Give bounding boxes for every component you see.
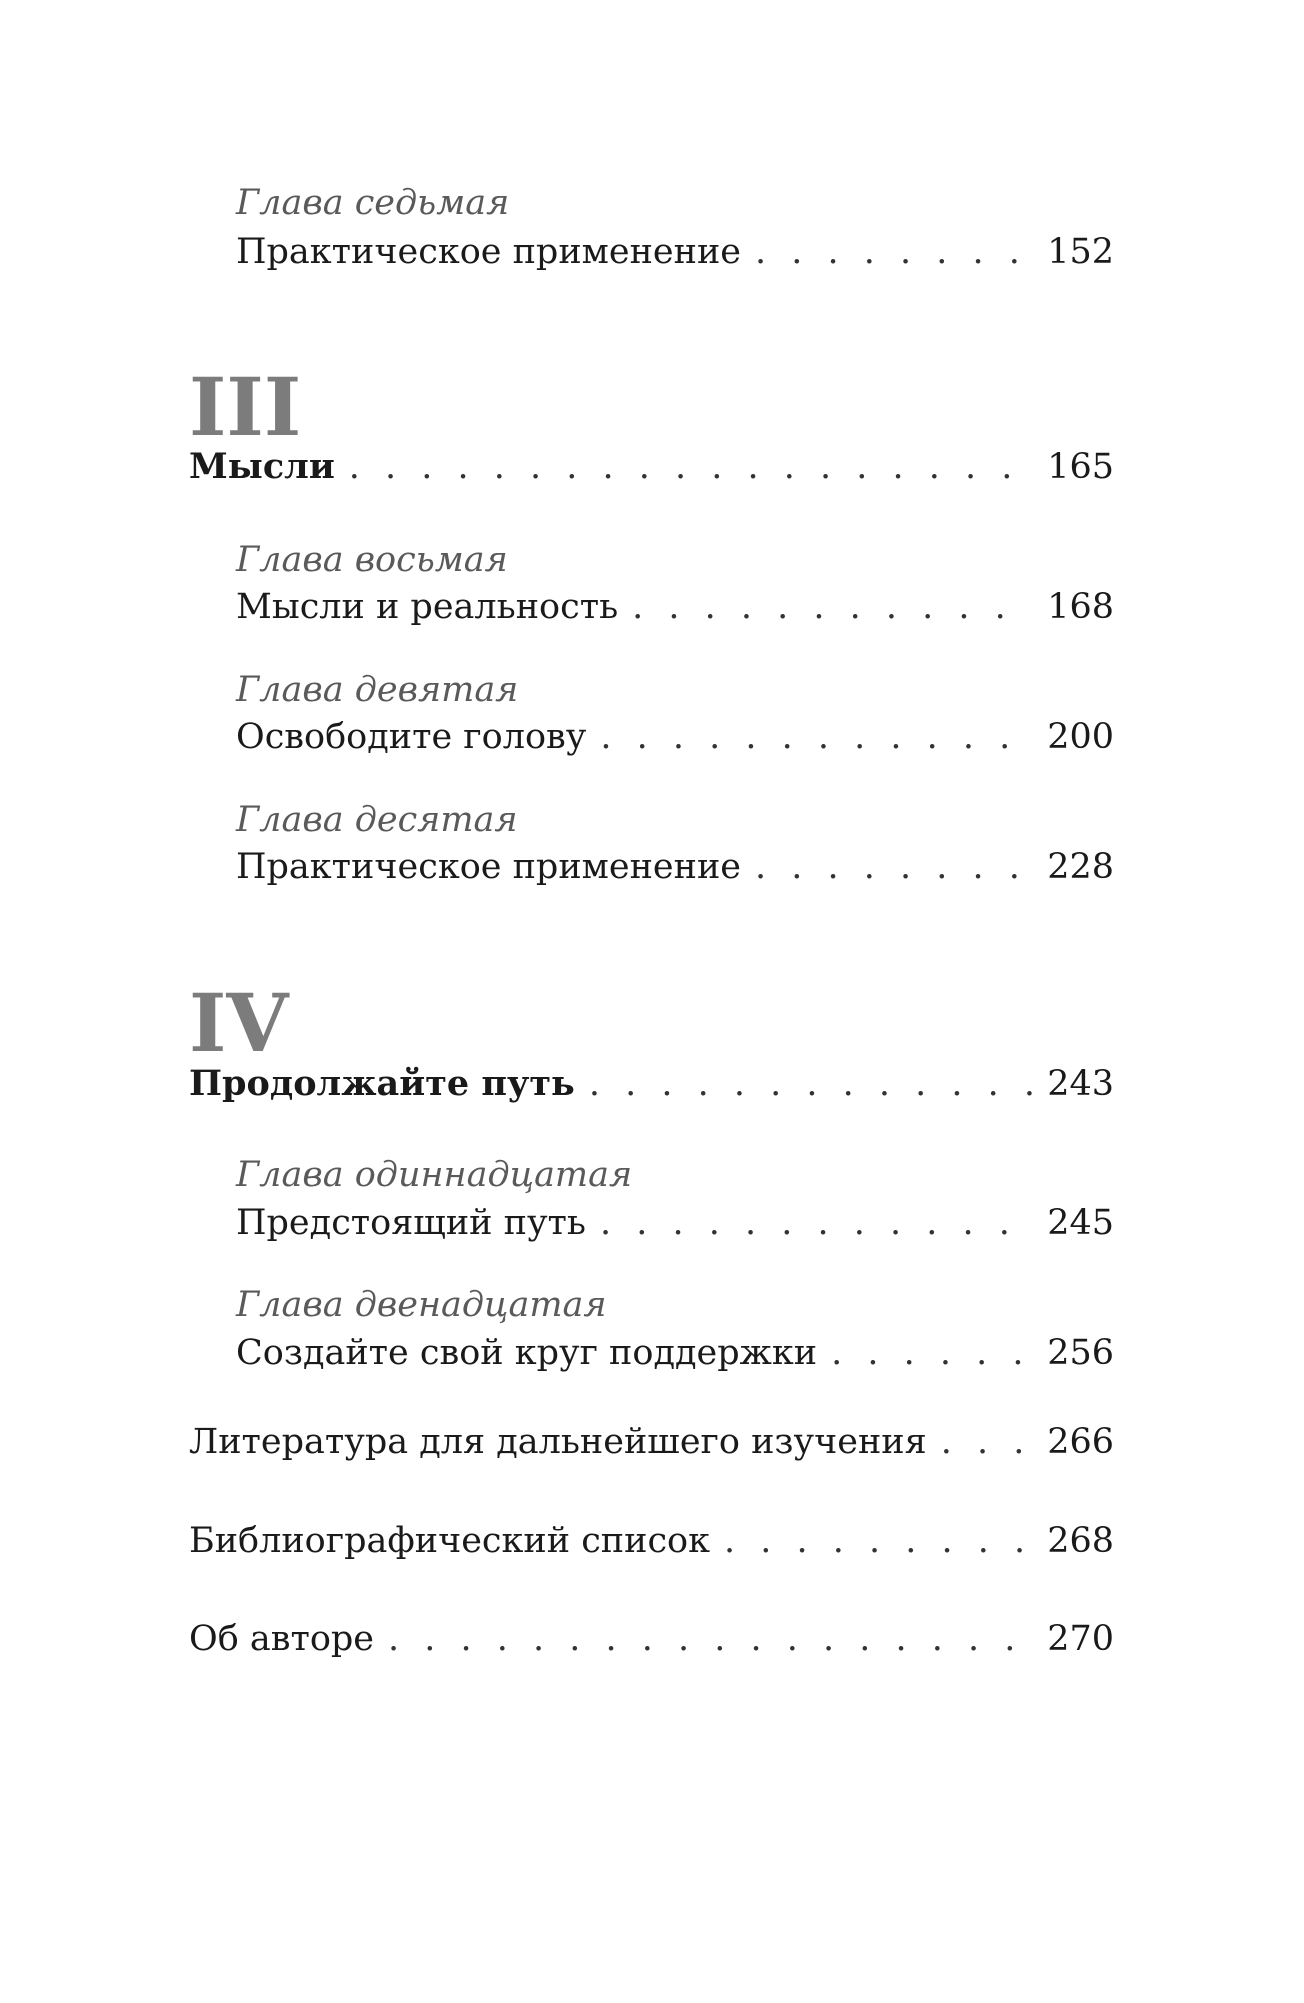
part-3-numeral: III <box>189 360 302 454</box>
toc-entry-chapter-12[interactable] <box>236 1331 1114 1375</box>
toc-page-number: 152 <box>1047 232 1114 272</box>
toc-entry-chapter-9[interactable] <box>236 715 1114 759</box>
toc-entry-title: Предстоящий путь <box>236 1203 586 1243</box>
toc-entry-title: Практическое применение <box>236 847 742 887</box>
toc-page-number: 256 <box>1047 1333 1114 1373</box>
toc-entry-title: Продолжайте путь <box>189 1063 575 1104</box>
chapter-9-label: Глава девятая <box>236 670 519 710</box>
dot-leader <box>632 585 1033 629</box>
dot-leader <box>589 1062 1033 1106</box>
chapter-11-label: Глава одиннадцатая <box>236 1155 633 1195</box>
toc-entry-title: Об авторе <box>189 1619 375 1659</box>
chapter-12-label: Глава двенадцатая <box>236 1285 607 1325</box>
chapter-7-label: Глава седьмая <box>236 183 510 223</box>
toc-entry-part-3[interactable] <box>189 445 1114 489</box>
toc-entry-title: Практическое применение <box>236 232 742 272</box>
toc-entry-title: Создайте свой круг поддержки <box>236 1333 818 1373</box>
toc-entry-chapter-10[interactable] <box>236 845 1114 889</box>
dot-leader <box>831 1331 1033 1375</box>
toc-page-number: 245 <box>1047 1203 1114 1243</box>
toc-entry-chapter-11[interactable] <box>236 1201 1114 1245</box>
toc-entry-title: Библиографический список <box>189 1521 711 1561</box>
toc-page-number: 200 <box>1047 717 1114 757</box>
dot-leader <box>349 445 1033 489</box>
toc-page-number: 270 <box>1047 1619 1114 1659</box>
toc-page-number: 228 <box>1047 847 1114 887</box>
toc-page-number: 266 <box>1047 1422 1114 1462</box>
toc-page-number: 165 <box>1047 447 1114 487</box>
part-4-numeral: IV <box>189 976 289 1070</box>
toc-entry-title: Мысли <box>189 446 335 487</box>
toc-page-number: 168 <box>1047 587 1114 627</box>
chapter-8-label: Глава восьмая <box>236 540 508 580</box>
dot-leader <box>388 1617 1033 1661</box>
toc-entry-bibliography[interactable] <box>189 1519 1114 1563</box>
dot-leader <box>600 715 1033 759</box>
toc-entry-about-author[interactable] <box>189 1617 1114 1661</box>
toc-page-number: 243 <box>1047 1064 1114 1104</box>
toc-entry-title: Мысли и реальность <box>236 587 619 627</box>
toc-entry-chapter-8[interactable] <box>236 585 1114 629</box>
toc-entry-further-reading[interactable] <box>189 1420 1114 1464</box>
dot-leader <box>724 1519 1033 1563</box>
toc-page-number: 268 <box>1047 1521 1114 1561</box>
chapter-10-label: Глава десятая <box>236 800 518 840</box>
dot-leader <box>600 1201 1033 1245</box>
toc-entry-part-4[interactable] <box>189 1062 1114 1106</box>
toc-entry-chapter-7[interactable] <box>236 230 1114 274</box>
dot-leader <box>755 845 1033 889</box>
dot-leader <box>941 1420 1034 1464</box>
dot-leader <box>755 230 1033 274</box>
toc-entry-title: Освободите голову <box>236 717 587 757</box>
toc-entry-title: Литература для дальнейшего изучения <box>189 1422 927 1462</box>
